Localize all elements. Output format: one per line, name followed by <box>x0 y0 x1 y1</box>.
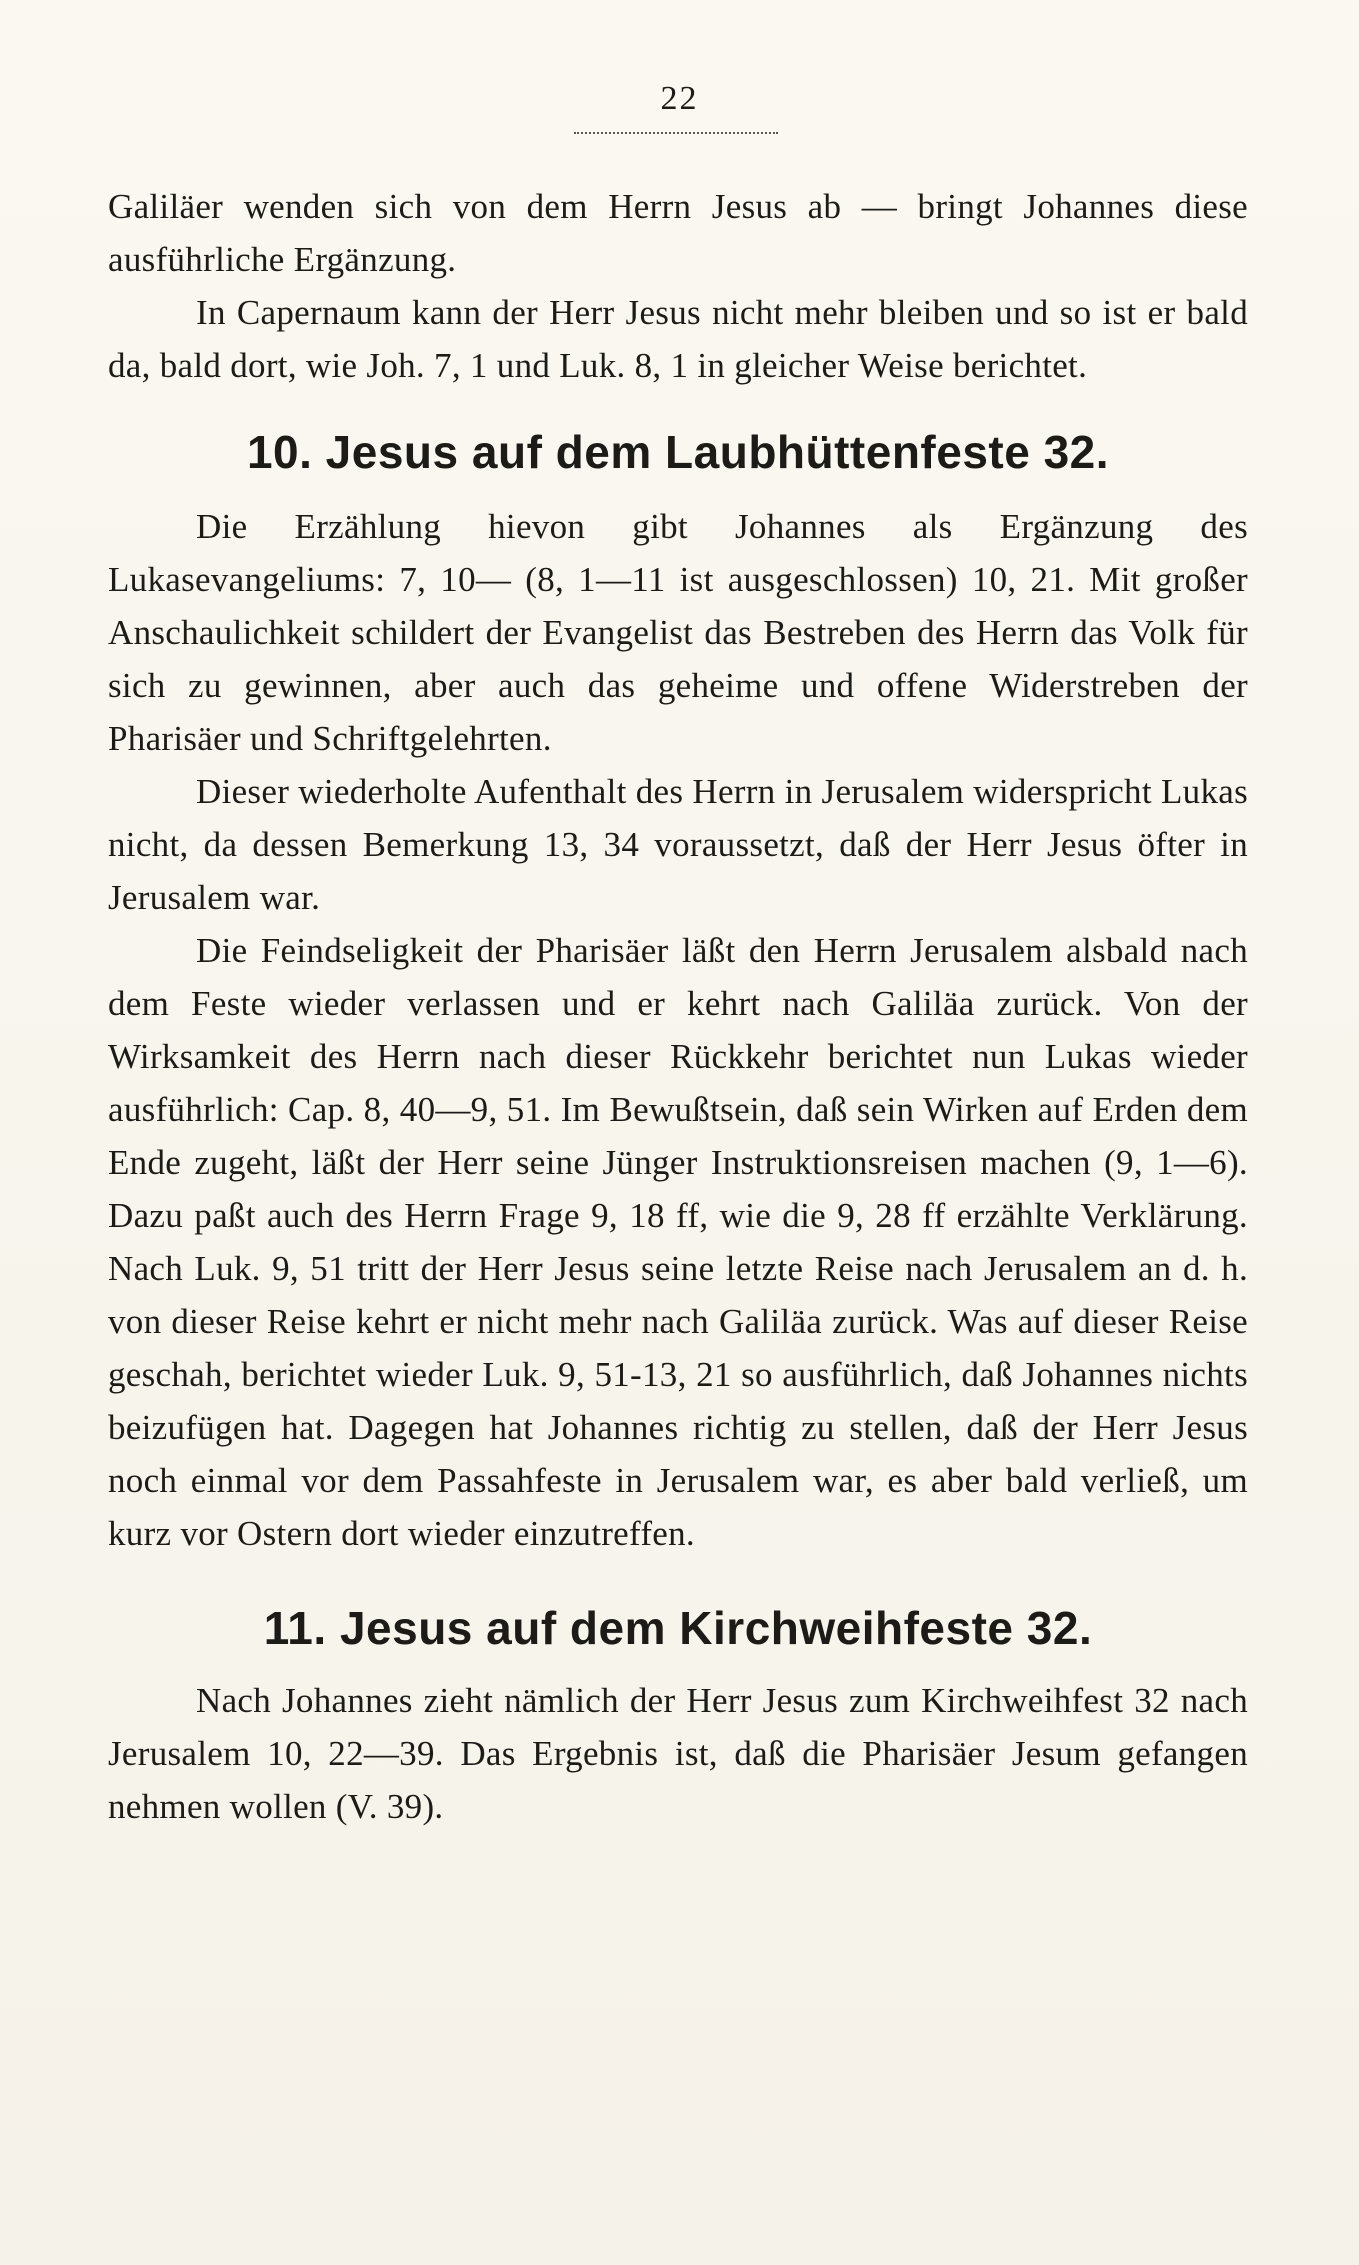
section-10-paragraph-3: Die Feindseligkeit der Pharisäer läßt den Herrn Jerusalem alsbald nach dem Feste wieder verlassen und er kehrt nach Galiläa zurück. Von der Wirksamkeit des Herrn nach dieser Rückkehr berichtet nun Lukas wieder ausführlich: Cap. 8, 40—9, 51. Im Bewußtsein, daß sein Wirken auf Erden dem Ende zugeht, läßt der Herr seine Jünger Instruktionsreisen machen (9, 1—6). Dazu paßt auch des Herrn Frage 9, 18 ff, wie die 9, 28 ff erzählte Verklärung. Nach Luk. 9, 51 tritt der Herr Jesus seine letzte Reise nach Jerusalem an d. h. von dieser Reise kehrt er nicht mehr nach Galiläa zurück. Was auf dieser Reise geschah, berichtet wieder Luk. 9, 51-13, 21 so ausführlich, daß Johannes nichts beizufügen hat. Dagegen hat Johannes richtig zu stellen, daß der Herr Jesus noch einmal vor dem Passahfeste in Jerusalem war, es aber bald verließ, um kurz vor Ostern dort wieder einzutreffen. <box>108 931 1248 1553</box>
section-11-paragraph-1: Nach Johannes zieht nämlich der Herr Jesus zum Kirchweihfest 32 nach Jerusalem 10, 22—39. Das Ergebnis ist, daß die Pharisäer Jesum gefangen nehmen wollen (V. 39). <box>108 1681 1248 1826</box>
section-heading-10: 10. Jesus auf dem Laubhüttenfeste 32. <box>246 426 1110 478</box>
page-number: 22 <box>660 80 699 117</box>
section-10-paragraph-2: Dieser wiederholte Aufenthalt des Herrn in Jerusalem widerspricht Lukas nicht, da dessen Bemerkung 13, 34 voraussetzt, daß der Herr Jesus öfter in Jerusalem war. <box>108 772 1248 917</box>
section-10-paragraph-1: Die Erzählung hievon gibt Johannes als Ergänzung des Lukasevangeliums: 7, 10— (8, 1—11 ist ausgeschlossen) 10, 21. Mit großer Anschaulichkeit schildert der Evangelist das Bestreben des Herrn das Volk für sich zu gewinnen, aber auch das geheime und offene Widerstreben der Pharisäer und Schriftgelehrten. <box>108 507 1248 758</box>
paragraph-continuation: Galiläer wenden sich von dem Herrn Jesus ab — bringt Johannes diese ausführliche Ergänzung. <box>108 187 1248 279</box>
page-body <box>108 180 1248 1833</box>
section-heading-11: 11. Jesus auf dem Kirchweihfeste 32. <box>263 1602 1093 1654</box>
page-number-underline <box>574 126 778 134</box>
paragraph-capernaum: In Capernaum kann der Herr Jesus nicht mehr bleiben und so ist er bald da, bald dort, wie Joh. 7, 1 und Luk. 8, 1 in gleicher Weise berichtet. <box>108 293 1248 385</box>
